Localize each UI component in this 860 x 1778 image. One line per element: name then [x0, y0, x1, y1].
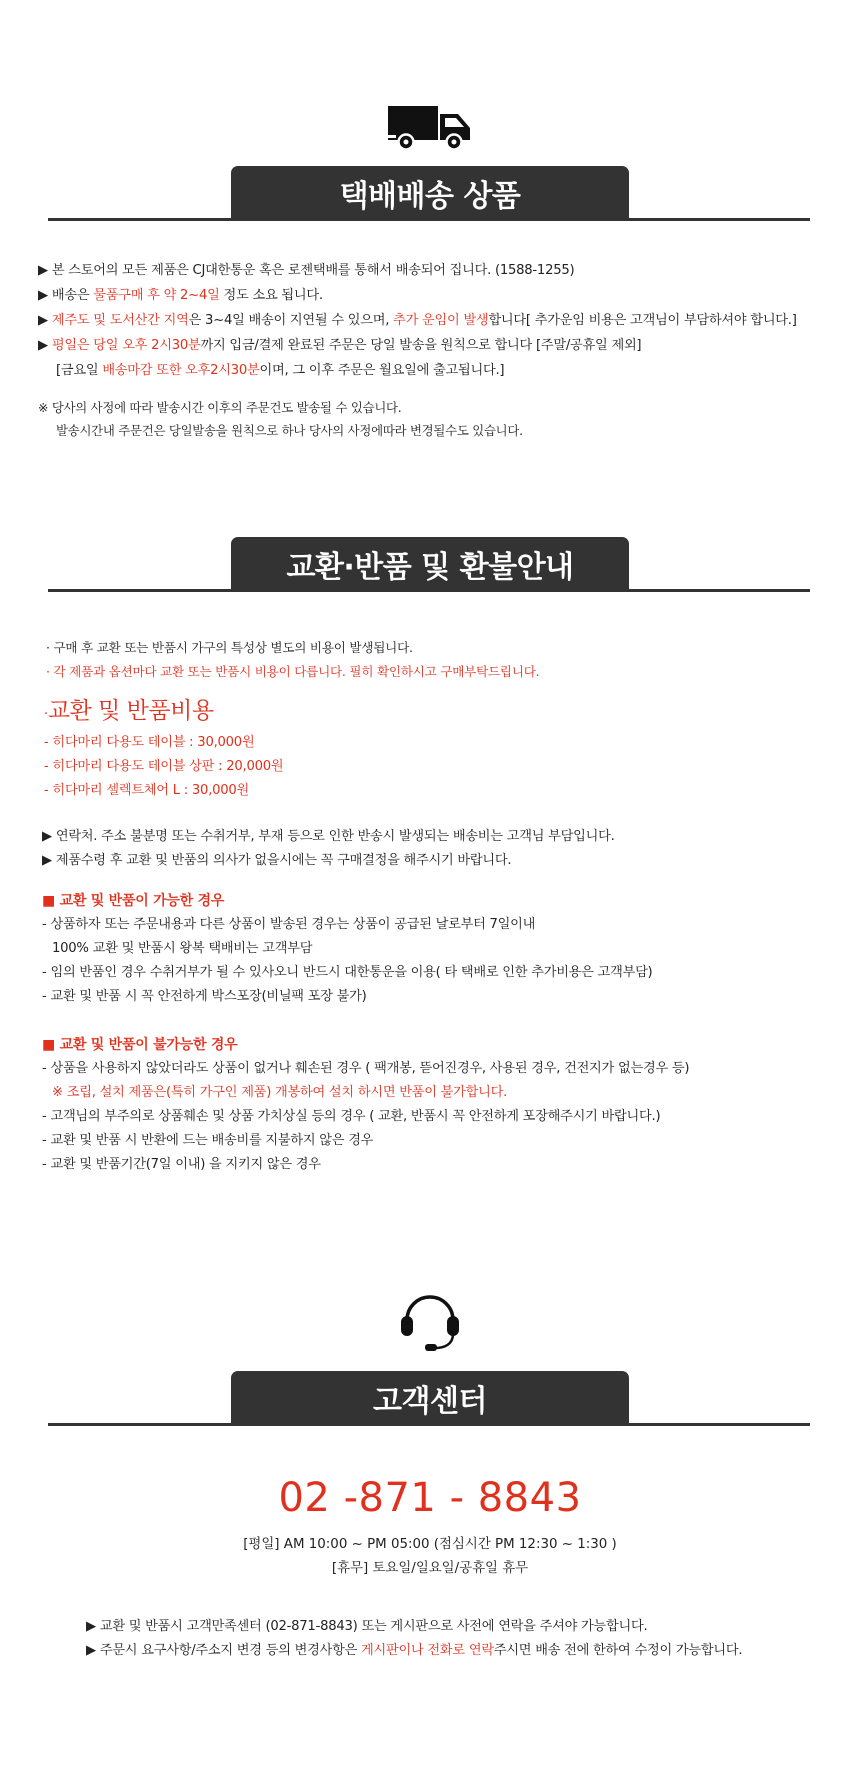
divider — [48, 1423, 810, 1426]
exchange-notice: ▶ 제품수령 후 교환 및 반품의 의사가 없을시에는 꼭 구매결정을 해주시기 바랍니다. — [42, 853, 512, 868]
fee-item: - 히다마리 다용도 테이블 상판 : 20,000원 — [44, 759, 284, 774]
text-segment: ▶ 주문시 요구사항/주소지 변경 등의 변경사항은 — [86, 1643, 362, 1658]
highlight-text: 게시판이나 전화로 연락 — [361, 1643, 494, 1658]
service-note — [86, 1642, 742, 1660]
holiday-info: [휴무] 토요일/일요일/공휴일 휴무 — [331, 1561, 529, 1576]
shipping-info-line — [38, 287, 323, 305]
shipping-info-line — [56, 362, 504, 380]
possible-item: - 임의 반품인 경우 수취거부가 될 수 있사오니 반드시 대한통운을 이용( 타 택배로 인한 추가비용은 고객부담) — [42, 965, 653, 980]
shipping-note: 발송시간내 주문건은 당일발송을 원칙으로 하나 당사의 사정에따라 변경될수도 있습니다. — [56, 423, 523, 438]
highlight-text: 제주도 및 도서산간 지역 — [51, 313, 189, 328]
text-segment: 이며, 그 이후 주문은 월요일에 출고됩니다.] — [259, 363, 505, 378]
service-title: 고객센터 — [231, 1371, 629, 1425]
impossible-warning: ※ 조립, 설치 제품은(특히 가구인 제품) 개봉하여 설치 하시면 반품이 불가합니다. — [52, 1085, 508, 1100]
possible-item: 100% 교환 및 반품시 왕복 택배비는 고객부담 — [52, 941, 313, 956]
highlight-text: 추가 운임이 발생 — [393, 313, 489, 328]
possible-item: - 교환 및 반품 시 꼭 안전하게 박스포장(비닐팩 포장 불가) — [42, 989, 367, 1004]
fee-item: - 히다마리 다용도 테이블 : 30,000원 — [44, 735, 255, 750]
exchange-intro-warning: · 각 제품과 옵션마다 교환 또는 반품시 비용이 다릅니다. 필히 확인하시고 구매부탁드립니다. — [46, 664, 540, 679]
possible-item: - 상품하자 또는 주문내용과 다른 상품이 발송된 경우는 상품이 공급된 날로부터 7일이내 — [42, 917, 536, 932]
highlight-text: 배송마감 또한 오후2시30분 — [102, 363, 260, 378]
arrow-bullet-icon: ▶ — [38, 338, 48, 353]
shipping-info-line — [38, 337, 641, 355]
possible-heading: ■ 교환 및 반품이 가능한 경우 — [42, 893, 225, 909]
shipping-info-line — [38, 262, 574, 280]
divider — [48, 218, 810, 221]
text-segment: 주시면 배송 전에 한하여 수정이 가능합니다. — [493, 1643, 743, 1658]
business-hours: [평일] AM 10:00 ~ PM 05:00 (점심시간 PM 12:30 ~ 1:30 ) — [243, 1537, 617, 1552]
arrow-bullet-icon: ▶ — [38, 288, 48, 303]
fee-title: 교환 및 반품비용 — [47, 698, 214, 724]
arrow-bullet-icon: ▶ — [38, 263, 48, 278]
fee-bullet: · — [44, 707, 48, 722]
exchange-intro: · 구매 후 교환 또는 반품시 가구의 특성상 별도의 비용이 발생됩니다. — [46, 640, 413, 655]
exchange-notice: ▶ 연락처. 주소 불분명 또는 수취거부, 부재 등으로 인한 반송시 발생되는 배송비는 고객님 부담입니다. — [42, 829, 615, 844]
service-note: ▶ 교환 및 반품시 고객만족센터 (02-871-8843) 또는 게시판으로 사전에 연락을 주셔야 가능합니다. — [86, 1619, 648, 1634]
phone-number[interactable]: 02 -871 - 8843 — [278, 1475, 582, 1521]
text-segment: 배송은 — [47, 288, 94, 303]
impossible-heading: ■ 교환 및 반품이 불가능한 경우 — [42, 1037, 238, 1053]
truck-icon — [388, 102, 472, 150]
text-segment: 본 스토어의 모든 제품은 CJ대한통운 혹은 로젠택배를 통해서 배송되어 집니다. (1588-1255) — [47, 263, 575, 278]
headset-icon — [399, 1286, 461, 1352]
impossible-item: - 고객님의 부주의로 상품훼손 및 상품 가치상실 등의 경우 ( 교환, 반품시 꼭 안전하게 포장해주시기 바랍니다.) — [42, 1109, 661, 1124]
text-segment: 정도 소요 됩니다. — [219, 288, 323, 303]
text-segment: [금요일 — [56, 363, 103, 378]
arrow-bullet-icon: ▶ — [38, 313, 48, 328]
highlight-text: 물품구매 후 약 2~4일 — [93, 288, 220, 303]
text-segment: 은 3~4일 배송이 지연될 수 있으며, — [188, 313, 394, 328]
fee-item: - 히다마리 셀렉트체어 L : 30,000원 — [44, 783, 250, 798]
impossible-item: - 교환 및 반품기간(7일 이내) 을 지키지 않은 경우 — [42, 1157, 321, 1172]
exchange-title: 교환·반품 및 환불안내 — [231, 537, 629, 591]
shipping-title: 택배배송 상품 — [231, 166, 629, 220]
impossible-item: - 교환 및 반품 시 반환에 드는 배송비를 지불하지 않은 경우 — [42, 1133, 374, 1148]
shipping-note: ※ 당사의 사정에 따라 발송시간 이후의 주문건도 발송될 수 있습니다. — [38, 400, 402, 415]
impossible-item: - 상품을 사용하지 않았더라도 상품이 없거나 훼손된 경우 ( 팩개봉, 뜯어진경우, 사용된 경우, 건전지가 없는경우 등) — [42, 1061, 690, 1076]
highlight-text: 평일은 당일 오후 2시30분 — [51, 338, 201, 353]
text-segment: 합니다[ 추가운임 비용은 고객님이 부담하셔야 합니다.] — [488, 313, 797, 328]
shipping-info-line — [38, 312, 797, 330]
text-segment: 까지 입금/결제 완료된 주문은 당일 발송을 원칙으로 합니다 [주말/공휴일 제외] — [200, 338, 642, 353]
divider — [48, 589, 810, 592]
fee-heading — [44, 696, 214, 726]
